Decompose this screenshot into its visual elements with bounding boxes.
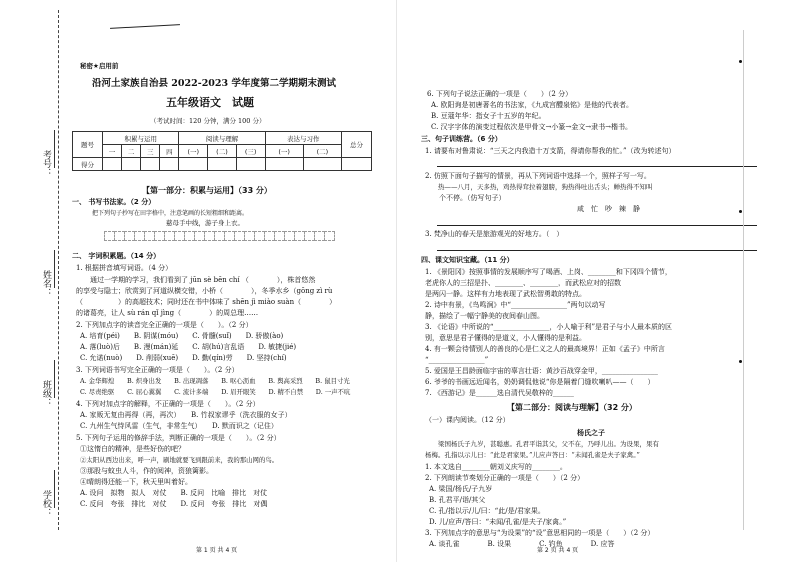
q5-sentence: ①这惰白的精神，是些好伤的吧？ — [80, 445, 185, 453]
s4-q6: 6. 爷爷的书画远近闻名，奶奶调侃他说“你是隔着门缝吹喇叭——（ ） — [425, 378, 655, 386]
part1-title: 【第一部分：积累与运用】（33 分） — [142, 186, 272, 195]
binding-margin — [0, 0, 86, 562]
scribble-mark — [110, 24, 180, 29]
r1-q3: 3. 下列加点字的意思与“为设果”的“设”意思相同的一项是（ ）（2 分） — [425, 529, 655, 537]
s4-q4: 4. 有一颗会待情别人的善良的心是仁义之人的最高境界！正如《孟子》中所言 — [425, 345, 665, 353]
score-cell-label: 题号 — [73, 132, 103, 158]
secret-label: 秘密★启用前 — [80, 62, 119, 70]
score-input-cell[interactable] — [342, 158, 372, 171]
r1-q2: 2. 下列朗读节奏划分正确的一项是（ ）（2 分） — [425, 474, 585, 482]
score-header-row — [73, 132, 372, 145]
right-edge-line — [743, 30, 744, 530]
score-values-row — [73, 158, 372, 171]
s4-q4: “________________” — [425, 356, 489, 364]
q3-option: C. 尽责绝驱 C. 屈心翼翼 C. 流计多端 D. 眉开眼笑 D. 精不自禁 D. 一声不吭 — [80, 388, 351, 396]
score-head-total: 总分 — [342, 132, 372, 158]
q3-option: A. 金华辉煌 B. 炽身出发 B. 出现凋落 B. 呕心沥血 B. 舆高采烈 B. 鼠目寸光 — [80, 377, 350, 385]
score-input-cell[interactable] — [236, 158, 265, 171]
q1-line: 通过一学期的学习，我们看到了 jūn sè bēn chí （ ），株首悠然 — [76, 276, 316, 284]
q6-prompt: 6. 下列句子说法正确的一项是（ ）（2 分） — [427, 90, 573, 98]
score-subhead: 三 — [141, 145, 160, 158]
score-row-label: 得分 — [73, 158, 103, 171]
score-subhead: 二 — [122, 145, 141, 158]
score-subhead: (二) — [208, 145, 237, 158]
score-input-cell[interactable] — [265, 158, 303, 171]
r1-q2-option: B. 孔君平/诣/其父 — [429, 496, 486, 504]
s3-word-choices: 咸 忙 吵 辣 静 — [577, 205, 640, 213]
q2-option: C. 允诺(nuò) D. 削弱(xuē) D. 勤(qín)劳 D. 坚持(chí) — [80, 354, 287, 362]
passage-text: 杨梅。孔指以示儿曰：“此是君家果。”儿应声答曰：“未闻孔雀是夫子家禽。” — [425, 451, 640, 459]
binding-hole-mark — [739, 360, 742, 363]
score-head-writing: 表达与习作 — [265, 132, 342, 145]
q2-option: A. 培育(péi) B. 阴谋(móu) C. 骨髓(suǐ) D. 骄傲(ào) — [80, 332, 284, 340]
score-subhead: 四 — [160, 145, 179, 158]
binding-blank-school — [54, 470, 55, 508]
writing-grid[interactable] — [104, 231, 334, 241]
score-input-cell[interactable] — [103, 158, 122, 171]
q4-option: A. 家贩无复由再得（再，再次） B. 竹叔家谬乎（洗衣服的女子） — [80, 411, 292, 419]
s3-q3: 3. 梵净山的春天是旅游观光的好地方。（ ） — [425, 230, 564, 238]
score-input-cell[interactable] — [122, 158, 141, 171]
reading1-title: （一）课内阅读。（12 分） — [425, 416, 510, 424]
score-input-cell[interactable] — [160, 158, 179, 171]
r1-q2-option: D. 儿/应声/答曰：“未闻/孔雀/是夫子/家禽。” — [429, 518, 567, 526]
s3-q2: 2. 仿照下面句子描写的情景，再从下列词语中选择一个，照样子写一写。 — [425, 172, 651, 180]
q2-option: A. 落(luò)后 B. 漫(mán)延 C. 胡(hú)言乱语 D. 敏捷(jié) — [80, 343, 297, 351]
binding-hole-mark — [739, 60, 742, 63]
binding-blank-exam-no — [54, 130, 55, 168]
score-subhead: (二) — [303, 145, 341, 158]
subject-title: 五年级语文 试题 — [166, 96, 254, 109]
section2-title: 二、 字词积累题。（14 分） — [72, 252, 161, 260]
binding-dashed-line — [58, 10, 59, 530]
q4-option: C. 九州生气恃风雷（生气，非常生气） D. 默而识之（记住） — [80, 422, 278, 430]
section1-desc: 把下列句子抄写在田字格中，注意笔画的长短粗细和距离。 — [92, 210, 249, 217]
q5-option: C. 反问 夸张 排比 对仗 D. 反问 夸张 排比 对偶 — [80, 500, 268, 508]
score-subhead: (三) — [236, 145, 265, 158]
section3-title: 三、句子训练营。（6 分） — [421, 135, 502, 143]
section1-title: 一、 书写书法家。（2 分） — [72, 198, 156, 206]
q1-prompt: 1. 根据拼音填写词语。（4 分） — [76, 264, 173, 272]
score-table — [72, 131, 372, 171]
q1-line: 的享受与隐士；欣赏到了河道纵横交错，小桥（ ），冬季水乡（gōng zì rù — [76, 287, 333, 295]
s4-q5: 5. 爱国是王昌龄面临宇宙的辜言壮语：黄沙百战穿金甲，________________ — [425, 367, 658, 375]
r1-q3-options: A. 谈孔雀 B. 设果 C. 钓鱼 D. 应答 — [429, 540, 615, 548]
s3-q2-example: 个不停。（仿写句子） — [425, 194, 506, 202]
binding-label-name: 姓名： — [41, 270, 51, 297]
score-subhead-row — [73, 145, 372, 158]
q1-line: （ ）的高超技术；同时还在书中体味了 shēn jì miào suàn（ ） — [76, 298, 337, 306]
s3-q1: 1. 请要布对鲁肃说：“三天之内我造十万支箭，得请你帮我的忙。”（改为转述句） — [425, 147, 676, 155]
q1-line: 的诸葛亮，让人 sù rán qǐ jìng（ ）的周总理…… — [76, 309, 259, 317]
q2-prompt: 2. 下列加点字的读音完全正确的一项是（ ）。（2 分） — [76, 321, 253, 329]
passage-text: 梁国杨氏子九岁，甚聪惠。孔君平诣其父，父不在，乃呼儿出。为设果，果有 — [425, 440, 659, 448]
answer-line[interactable] — [437, 166, 757, 167]
s3-q2-example: 热——八月，天多热，鸡热得耷拉着翅膀，狗热得吐出舌头；蝉热得不知叫 — [425, 183, 653, 191]
s4-q1: 1. 《景阳冈》按照事情的发展顺序写了喝酒、上岗、________和下冈四个情节， — [425, 268, 672, 276]
binding-hole-mark — [739, 210, 742, 213]
s4-q1: 是两闪一静。这样有力地表现了武松智勇敢的特点。 — [425, 290, 586, 298]
r1-q2-option: C. 孔/指以示/儿/曰：“此/是/君家果。 — [429, 507, 545, 515]
section4-title: 四、课文知识宝藏。（11 分） — [421, 256, 514, 264]
s4-q3: 3. 《论语》中所说的“________________，小人喻于利”是君子与小人最本质的区 — [425, 323, 673, 331]
score-head-accumulation: 积累与运用 — [103, 132, 179, 145]
page-number: 第 2 页 共 4 页 — [537, 547, 579, 554]
score-input-cell[interactable] — [141, 158, 160, 171]
q5-sentence: ④晴朗得还能一下，秋天里叫着好。 — [80, 478, 192, 486]
binding-blank-name — [54, 250, 55, 288]
q6-option: C. 汉字字体的演变过程依次是甲骨文→小篆→金文→隶书→楷书。 — [431, 123, 633, 131]
exam-info: （考试时间：120 分钟，满分 100 分） — [150, 117, 266, 125]
exam-page-2 — [397, 0, 794, 562]
score-input-cell[interactable] — [303, 158, 341, 171]
binding-label-school: 学校： — [41, 490, 51, 517]
r1-q2-option: A. 梁国/杨氏/子九岁 — [429, 485, 493, 493]
grid-cell[interactable] — [324, 231, 335, 241]
q5-option: A. 设问 拟物 拟人 对仗 B. 反问 比喻 排比 对仗 — [80, 489, 268, 497]
score-head-reading: 阅读与理解 — [179, 132, 265, 145]
passage-title: 杨氏之子 — [577, 428, 605, 437]
part2-title: 【第二部分：阅读与理解】（32 分） — [507, 403, 637, 412]
s4-q1: 老虎你人的三招是扑、________、________，而武松应对的招数 — [425, 279, 621, 287]
score-input-cell[interactable] — [208, 158, 237, 171]
binding-label-class: 班级： — [41, 380, 51, 407]
score-input-cell[interactable] — [179, 158, 208, 171]
q3-prompt: 3. 下列词语书写完全正确的一项是（ ）。（2 分） — [76, 366, 239, 374]
s4-q2: 静，描绘了一幅宁静美的夜间春山图。 — [425, 312, 544, 320]
q6-option: A. 欧阳询是初唐著名的书法家，《九成宫醴泉铭》是他的代表者。 — [431, 101, 634, 109]
q6-option: B. 豆蔻年华：指女子十五岁的年纪。 — [431, 112, 546, 120]
q4-prompt: 4. 下列对加点字的解释，不正确的一项是（ ）。（2 分） — [76, 400, 260, 408]
copy-sentence: 慈母手中线，游子身上衣。 — [166, 219, 244, 227]
score-subhead: 一 — [103, 145, 122, 158]
binding-label-exam-no: 考号： — [41, 150, 51, 177]
exam-title: 沿河土家族自治县 2022-2023 学年度第二学期期末测试 — [92, 78, 336, 89]
s4-q7: 7. 《西游记》是______选自清代吴敬梓的______ — [425, 389, 574, 397]
s4-q2: 2. 诗中有景，《鸟鸣涧》中“________________”两句以动写 — [425, 301, 606, 309]
r1-q1: 1. 本文选自________朝刘义庆写的________。 — [425, 463, 567, 471]
q5-prompt: 5. 下列句子运用的修辞手法，判断正确的一项是（ ）。（2 分） — [76, 434, 281, 442]
q5-sentence: ②太阳从西边出来，呼一声，刷地就要飞到跟前来，我的那山网的鸟。 — [80, 456, 279, 464]
q5-sentence: ③那股与蚊虫人斗，作的阅神，资狼篱影。 — [80, 467, 213, 475]
s4-q3: 别，意思是君子懂得的是道义，小人懂得的是利益。 — [425, 334, 586, 342]
score-subhead: (一) — [179, 145, 208, 158]
page-number: 第 1 页 共 4 页 — [196, 547, 238, 554]
binding-blank-class — [54, 360, 55, 398]
answer-line[interactable] — [437, 250, 757, 251]
answer-line[interactable] — [437, 225, 757, 226]
score-subhead: (一) — [265, 145, 303, 158]
